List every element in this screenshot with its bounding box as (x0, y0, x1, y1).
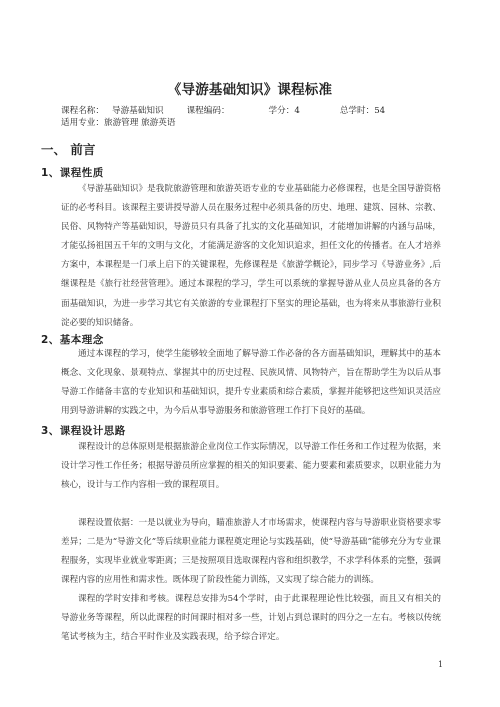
course-meta-row (61, 106, 385, 117)
heading-course-nature: 1、课程性质 (41, 167, 104, 179)
major-value: 旅游管理 旅游英语 (103, 118, 176, 128)
document-title: 《导游基础知识》课程标准 (167, 82, 333, 98)
paragraph-design-principle: 课程设计的总体原则是根据旅游企业岗位工作实际情况，以导游工作任务和工作过程为依据，来设计学习性工作任务；根据导游员所应掌握的相关的知识要素、能力要素和素质要求，以职业能力为核心，设计与工作内容相一致的课程项目。 (61, 442, 441, 491)
paragraph-course-nature: 《导游基础知识》是我院旅游管理和旅游英语专业的专业基础能力必修课程，也是全国导游资格证的必考科目。该课程主要讲授导游人员在服务过程中必须具备的历史、地理、建筑、园林、宗教、民俗、风物特产等基础知识，导游员只有具备了扎实的文化基础知识，才能增加讲解的内涵与品味，才能弘扬祖国五千年的文明与文化，才能满足游客的文化知识追求，担任文化的传播者。在人才培养方案中，本课程是一门承上启下的关键课程，先修课程是《旅游学概论》，同步学习《导游业务》,后继课程是《旅行社经营管理》。通过本课程的学习，学生可以系统的掌握导游从业人员应具备的各方面基础知识，为进一步学习其它有关旅游的专业课程打下坚实的理论基础，也为将来从事旅游行业积淀必要的知识储备。 (61, 184, 441, 328)
heading-basic-concept: 2、基本理念 (41, 334, 104, 346)
paragraph-course-basis: 课程设置依据：一是以就业为导向，瞄准旅游人才市场需求，使课程内容与导游职业资格要求零差异；二是为“导游文化”等后续职业能力课程奠定理论与实践基础，使“导游基础”能够充分为专业课程服务，实现毕业就业零距离；三是按照项目选取课程内容和组织教学，不求学科体系的完整，强调课程内容的应用性和需求性。既体现了阶段性能力训练，又实现了综合能力的训练。 (61, 518, 441, 586)
course-code-label: 课程编码： (186, 106, 230, 116)
page-number: 1 (438, 660, 444, 669)
paragraph-basic-concept: 通过本课程的学习，使学生能够较全面地了解导游工作必备的各方面基础知识，理解其中的基本概念、文化现象、景观特点、掌握其中的历史过程、民族风情、风物特产，旨在帮助学生为以后从事导游工作储备丰富的专业知识和基础知识，提升专业素质和综合素质，掌握并能够把这些知识灵活应用到导游讲解的实践之中，为今后从事导游服务和旅游管理工作打下良好的基础。 (61, 349, 441, 417)
course-name-label: 课程名称： (61, 106, 104, 116)
credit-value: 4 (294, 106, 300, 116)
hours-value: 54 (374, 106, 386, 116)
section-heading-preface: 一、 前言 (41, 142, 96, 157)
paragraph-hours-assessment: 课程的学时安排和考核。课程总安排为54个学时，由于此课程理论性比较强，而且又有相关的导游业务等课程，所以此课程的时间课时相对多一些，计划占到总课时的四分之一左右。考核以传统笔试考核为主，结合平时作业及实践表现，给予综合评定。 (61, 594, 441, 643)
major-meta-row (61, 118, 175, 129)
course-name-value: 导游基础知识 (111, 106, 164, 116)
heading-design-idea: 3、课程设计思路 (41, 425, 126, 437)
credit-label: 学分： (268, 106, 295, 116)
hours-label: 总学时： (339, 106, 375, 116)
major-label: 适用专业： (61, 118, 104, 128)
